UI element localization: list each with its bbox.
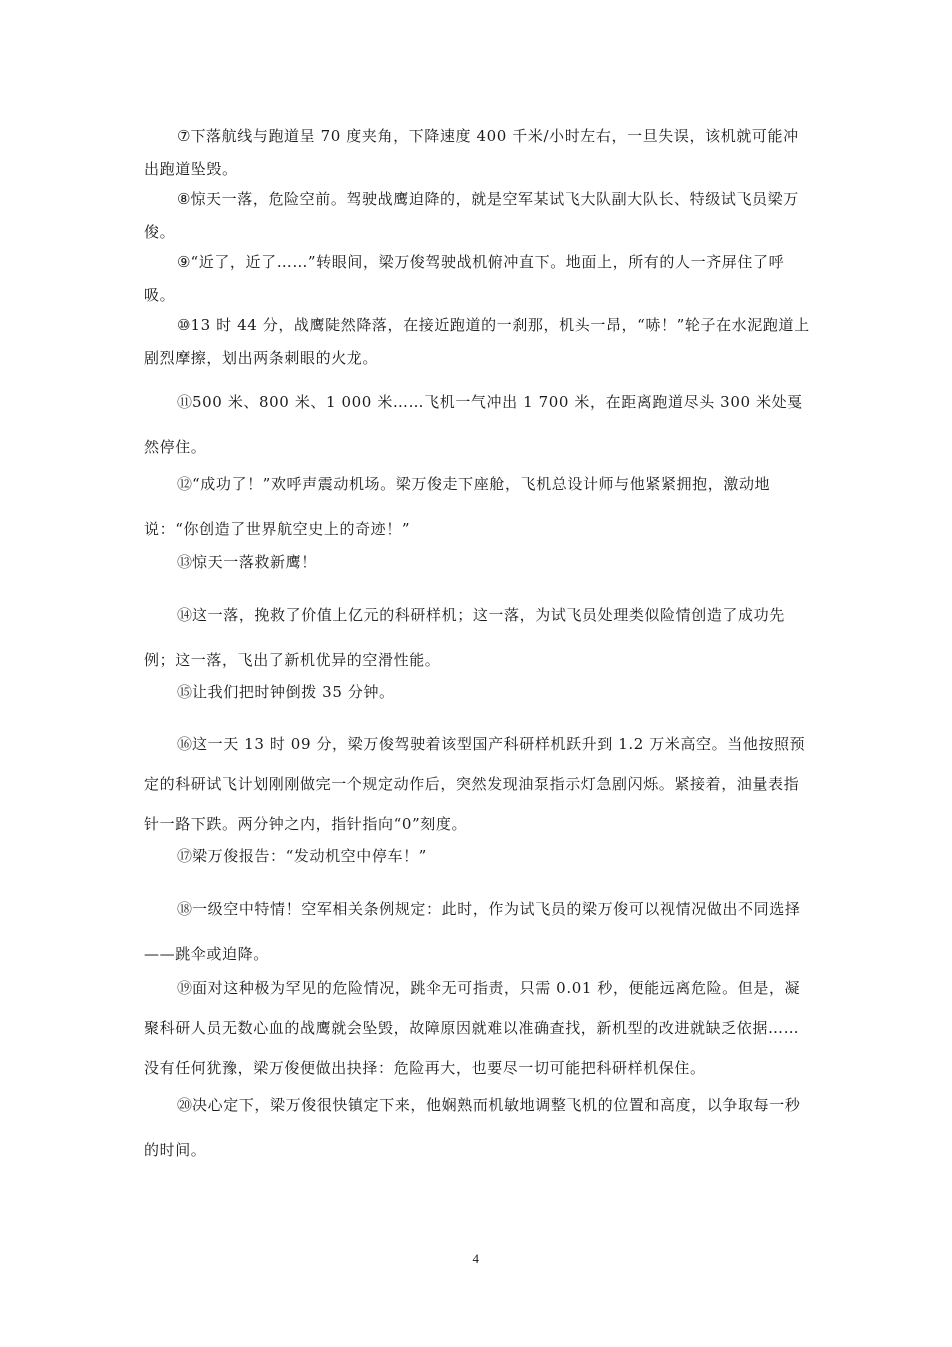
paragraph-marker: ⑪ [177,393,193,411]
paragraph-text: 一级空中特情！空军相关条例规定：此时，作为试飞员的梁万俊可以视情况做出不同选择——跳伞或迫降。 [144,900,801,963]
paragraph-text: 这一落，挽救了价值上亿元的科研样机；这一落，为试飞员处理类似险情创造了成功先例；这一落，飞出了新机优异的空滑性能。 [144,606,785,669]
paragraph-15 [144,676,812,709]
paragraph-marker: ⑧ [177,190,191,208]
paragraph-marker: ⑭ [177,606,193,624]
paragraph-text: 下落航线与跑道呈 70 度夹角，下降速度 400 千米/小时左右，一旦失误，该机就可能冲出跑道坠毁。 [144,127,799,178]
paragraph-text: 13 时 44 分，战鹰陡然降落，在接近跑道的一刹那，机头一昂，“哧！”轮子在水泥跑道上剧烈摩擦，划出两条刺眼的火龙。 [144,316,810,367]
paragraph-14 [144,593,812,683]
paragraph-20 [144,1083,812,1173]
paragraph-text: 梁万俊报告：“发动机空中停车！” [192,847,427,865]
paragraph-17 [144,840,812,873]
paragraph-7 [144,120,812,186]
paragraph-10 [144,309,812,375]
paragraph-marker: ⑯ [177,735,193,753]
paragraph-16 [144,724,812,844]
paragraph-marker: ⑮ [177,683,193,701]
paragraph-13 [144,546,812,579]
paragraph-text: 面对这种极为罕见的危险情况，跳伞无可指责，只需 0.01 秒，便能远离危险。但是，凝聚科研人员无数心血的战鹰就会坠毁，故障原因就难以准确查找，新机型的改进就缺乏依据……没有任何犹豫，梁万俊便做出抉择：危险再大，也要尽一切可能把科研样机保住。 [144,979,801,1077]
paragraph-8 [144,183,812,249]
paragraph-text: 让我们把时钟倒拨 35 分钟。 [192,683,395,701]
paragraph-text: 500 米、800 米、1 000 米……飞机一气冲出 1 700 米，在距离跑道尽头 300 米处戛然停住。 [144,393,803,456]
paragraph-marker: ⑦ [177,127,191,145]
paragraph-text: “近了，近了……”转眼间，梁万俊驾驶战机俯冲直下。地面上，所有的人一齐屏住了呼吸。 [144,253,785,304]
paragraph-text: 惊天一落，危险空前。驾驶战鹰迫降的，就是空军某试飞大队副大队长、特级试飞员梁万俊。 [144,190,799,241]
page-number: 4 [472,1251,480,1266]
paragraph-text: 决心定下，梁万俊很快镇定下来，他娴熟而机敏地调整飞机的位置和高度，以争取每一秒的时间。 [144,1096,801,1159]
paragraph-19 [144,968,812,1088]
paragraph-text: 惊天一落救新鹰！ [192,553,317,571]
paragraph-18 [144,887,812,977]
paragraph-marker: ⑰ [177,847,193,865]
paragraph-marker: ⑫ [177,475,193,493]
paragraph-9 [144,246,812,312]
paragraph-12 [144,462,812,552]
paragraph-marker: ⑬ [177,553,193,571]
paragraph-marker: ⑩ [177,316,191,334]
paragraph-text: 这一天 13 时 09 分，梁万俊驾驶着该型国产科研样机跃升到 1.2 万米高空。当他按照预定的科研试飞计划刚刚做完一个规定动作后，突然发现油泵指示灯急剧闪烁。紧接着，油量表指针一路下跌。两分钟之内，指针指向“0”刻度。 [144,735,806,833]
paragraph-marker: ⑨ [177,253,191,271]
paragraph-marker: ⑲ [177,979,193,997]
paragraph-11 [144,380,812,470]
paragraph-marker: ⑳ [177,1096,193,1114]
paragraph-marker: ⑱ [177,900,193,918]
paragraph-text: “成功了！”欢呼声震动机场。梁万俊走下座舱，飞机总设计师与他紧紧拥抱，激动地说：“你创造了世界航空史上的奇迹！” [144,475,771,538]
